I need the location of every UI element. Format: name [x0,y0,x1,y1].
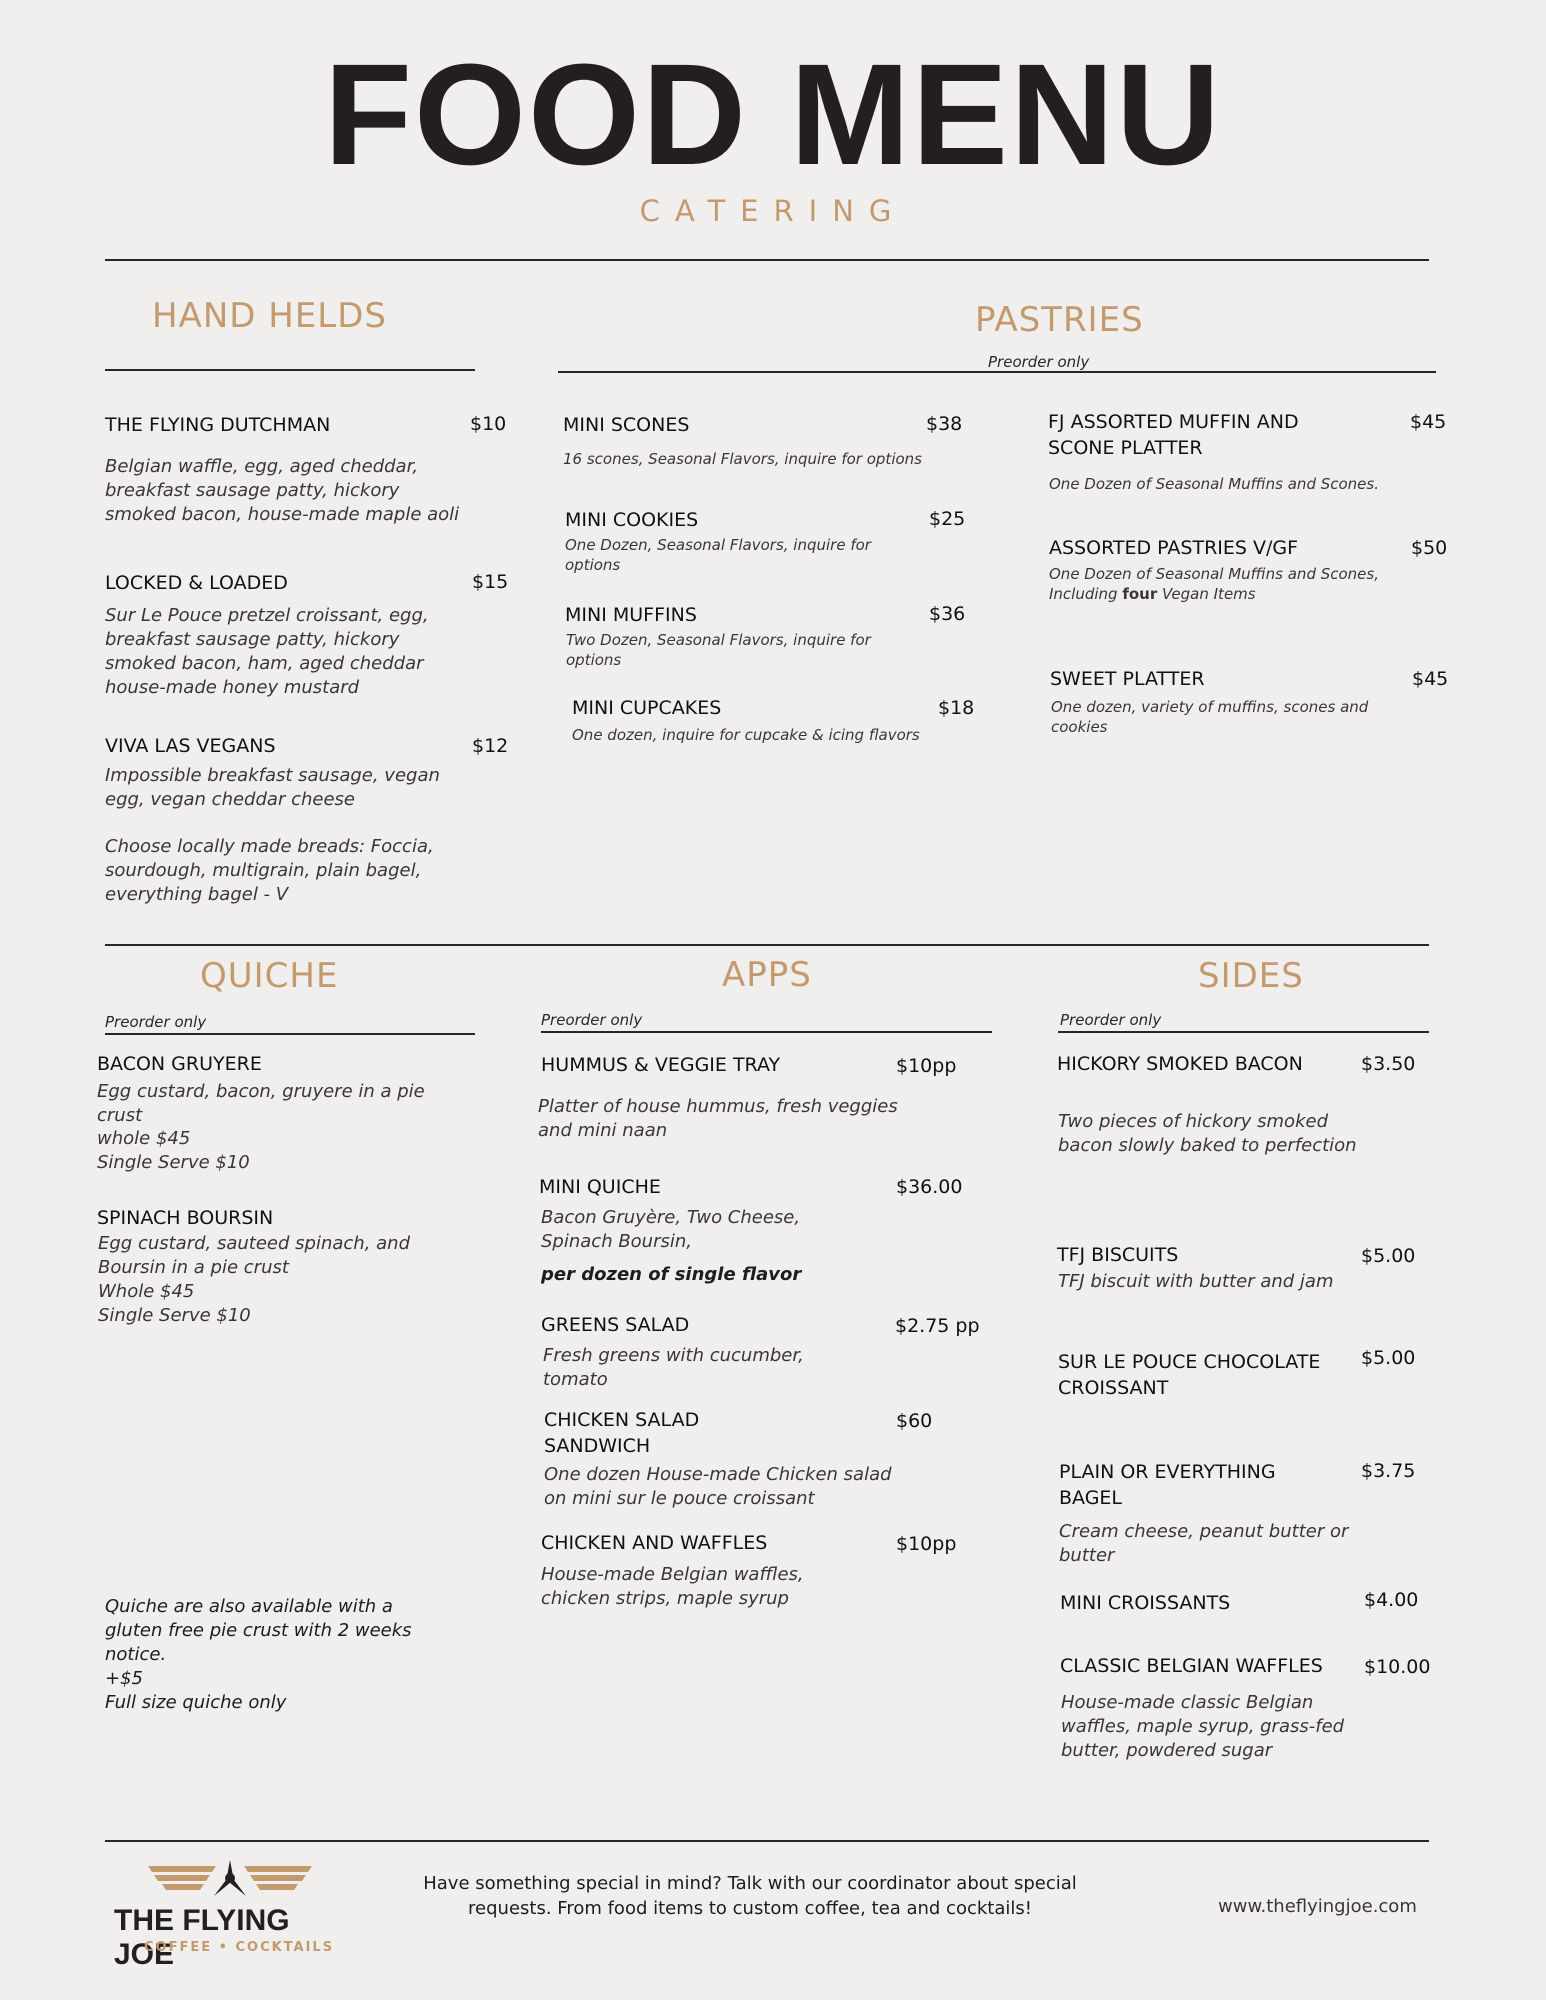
item-price: $3.50 [1361,1053,1416,1075]
item-name: SPINACH BOURSIN [97,1207,274,1229]
item-price: $36 [929,603,966,625]
item-price: $10pp [896,1055,957,1077]
item-price: $10.00 [1364,1656,1431,1678]
item-description: House-made classic Belgian waffles, maple syrup, grass-fed butter, powdered sugar [1061,1692,1345,1761]
propeller-wings-icon [110,1860,350,1904]
handhelds-divider [105,369,475,371]
page-subtitle: CATERING [639,194,907,228]
item-unit-note: per dozen of single flavor [541,1264,802,1285]
item-price: $5.00 [1361,1245,1416,1267]
quiche-preorder-note: Preorder only [105,1013,207,1031]
item-price-whole: whole $45 [97,1128,191,1149]
item-price: $60 [896,1410,933,1432]
sides-preorder-note: Preorder only [1060,1011,1162,1029]
item-name: PLAIN OR EVERYTHING BAGEL [1059,1461,1276,1509]
item-description: Two Dozen, Seasonal Flavors, inquire for options [566,631,871,669]
logo-wordmark: THE FLYING JOE [114,1904,290,1971]
item-price: $18 [938,697,975,719]
item-price: $4.00 [1364,1589,1419,1611]
item-price: $5.00 [1361,1347,1416,1369]
apps-divider [541,1031,992,1033]
item-price-single: Single Serve $10 [98,1305,251,1326]
apps-heading: APPS [722,955,812,995]
item-description [1049,564,1399,604]
item-description: Bacon Gruyère, Two Cheese, Spinach Boursin, [541,1207,801,1252]
item-name: BACON GRUYERE [97,1053,262,1075]
apps-preorder-note: Preorder only [541,1011,643,1029]
item-price: $45 [1410,411,1447,433]
item-description: Sur Le Pouce pretzel croissant, egg, breakfast sausage patty, hickory smoked bacon, ham, aged cheddar house-made honey mustard [105,605,429,698]
desc-part: One Dozen of Seasonal Muffins and Scones, Including [1049,565,1379,603]
item-description: One Dozen of Seasonal Muffins and Scones. [1049,475,1379,493]
item-description: One dozen House-made Chicken salad on mini sur le pouce croissant [544,1464,892,1509]
item-price: $45 [1412,668,1449,690]
page-title: FOOD MENU [324,34,1222,195]
quiche-heading: QUICHE [200,956,339,996]
brand-logo [110,1860,350,1971]
item-description: Egg custard, sauteed spinach, and Boursin in a pie crust [98,1233,411,1278]
item-name: MINI SCONES [563,414,690,436]
item-description: One Dozen, Seasonal Flavors, inquire for options [565,536,871,574]
logo-tagline: COFFEE • COCKTAILS [144,1940,335,1955]
quiche-divider [105,1033,475,1035]
item-name: HUMMUS & VEGGIE TRAY [541,1054,781,1076]
item-name: MINI MUFFINS [565,604,697,626]
item-price: $50 [1411,537,1448,559]
website-link[interactable]: www.theflyingjoe.com [1218,1896,1417,1917]
pastries-preorder-note: Preorder only [988,353,1090,371]
item-name: MINI CUPCAKES [572,697,722,719]
breads-note: Choose locally made breads: Foccia, sourdough, multigrain, plain bagel, everything bagel - V [105,836,434,905]
item-name: CLASSIC BELGIAN WAFFLES [1060,1655,1323,1677]
item-description: House-made Belgian waffles, chicken strips, maple syrup [541,1564,804,1609]
item-name: TFJ BISCUITS [1057,1244,1179,1266]
pastries-divider [558,371,1436,373]
item-name: VIVA LAS VEGANS [105,735,276,757]
section-divider [105,944,1429,946]
item-name: ASSORTED PASTRIES V/GF [1049,537,1299,559]
item-price: $36.00 [896,1176,963,1198]
desc-part: Vegan Items [1157,585,1256,603]
item-name: CHICKEN SALAD SANDWICH [544,1409,700,1457]
item-description: One dozen, variety of muffins, scones and cookies [1051,698,1369,736]
item-name: THE FLYING DUTCHMAN [105,414,331,436]
item-price: $10 [470,413,507,435]
footer-divider [105,1840,1429,1842]
item-name: HICKORY SMOKED BACON [1057,1053,1303,1075]
item-description: One dozen, inquire for cupcake & icing flavors [572,726,920,744]
item-price: $2.75 pp [895,1315,980,1337]
item-price: $3.75 [1361,1460,1416,1482]
item-name: SUR LE POUCE CHOCOLATE CROISSANT [1058,1351,1321,1399]
item-description: Egg custard, bacon, gruyere in a pie crust [97,1081,425,1126]
header-divider [105,259,1429,261]
item-description: Fresh greens with cucumber, tomato [543,1345,804,1390]
item-name: MINI CROISSANTS [1060,1592,1231,1614]
sides-heading: SIDES [1198,956,1304,996]
item-description: Platter of house hummus, fresh veggies and mini naan [538,1096,898,1141]
item-price-whole: Whole $45 [98,1281,195,1302]
item-description: Cream cheese, peanut butter or butter [1059,1521,1349,1566]
sides-divider [1058,1031,1429,1033]
item-price: $10pp [896,1533,957,1555]
footer-message: Have something special in mind? Talk with our coordinator about special requests. From food items to custom coffee, tea and cocktails! [423,1873,1077,1919]
pastries-heading: PASTRIES [975,300,1144,340]
item-name: CHICKEN AND WAFFLES [541,1532,768,1554]
item-name: FJ ASSORTED MUFFIN AND SCONE PLATTER [1048,411,1299,459]
desc-emphasis: four [1122,585,1158,603]
item-description: TFJ biscuit with butter and jam [1058,1271,1334,1292]
item-name: MINI COOKIES [565,509,699,531]
item-price: $25 [929,508,966,530]
gluten-free-note: Quiche are also available with a gluten free pie crust with 2 weeks notice. +$5 Full size quiche only [105,1596,412,1713]
item-name: SWEET PLATTER [1050,668,1205,690]
item-price: $12 [472,735,509,757]
handhelds-heading: HAND HELDS [152,296,388,336]
item-description: 16 scones, Seasonal Flavors, inquire for options [563,450,922,468]
item-description: Belgian waffle, egg, aged cheddar, breakfast sausage patty, hickory smoked bacon, house-made maple aoli [105,456,460,525]
item-price: $38 [926,413,963,435]
item-price: $15 [472,571,509,593]
item-description: Two pieces of hickory smoked bacon slowly baked to perfection [1058,1111,1357,1156]
item-description: Impossible breakfast sausage, vegan egg, vegan cheddar cheese [105,765,440,810]
item-name: LOCKED & LOADED [105,572,288,594]
item-name: GREENS SALAD [541,1314,690,1336]
item-price-single: Single Serve $10 [97,1152,250,1173]
item-name: MINI QUICHE [539,1176,661,1198]
